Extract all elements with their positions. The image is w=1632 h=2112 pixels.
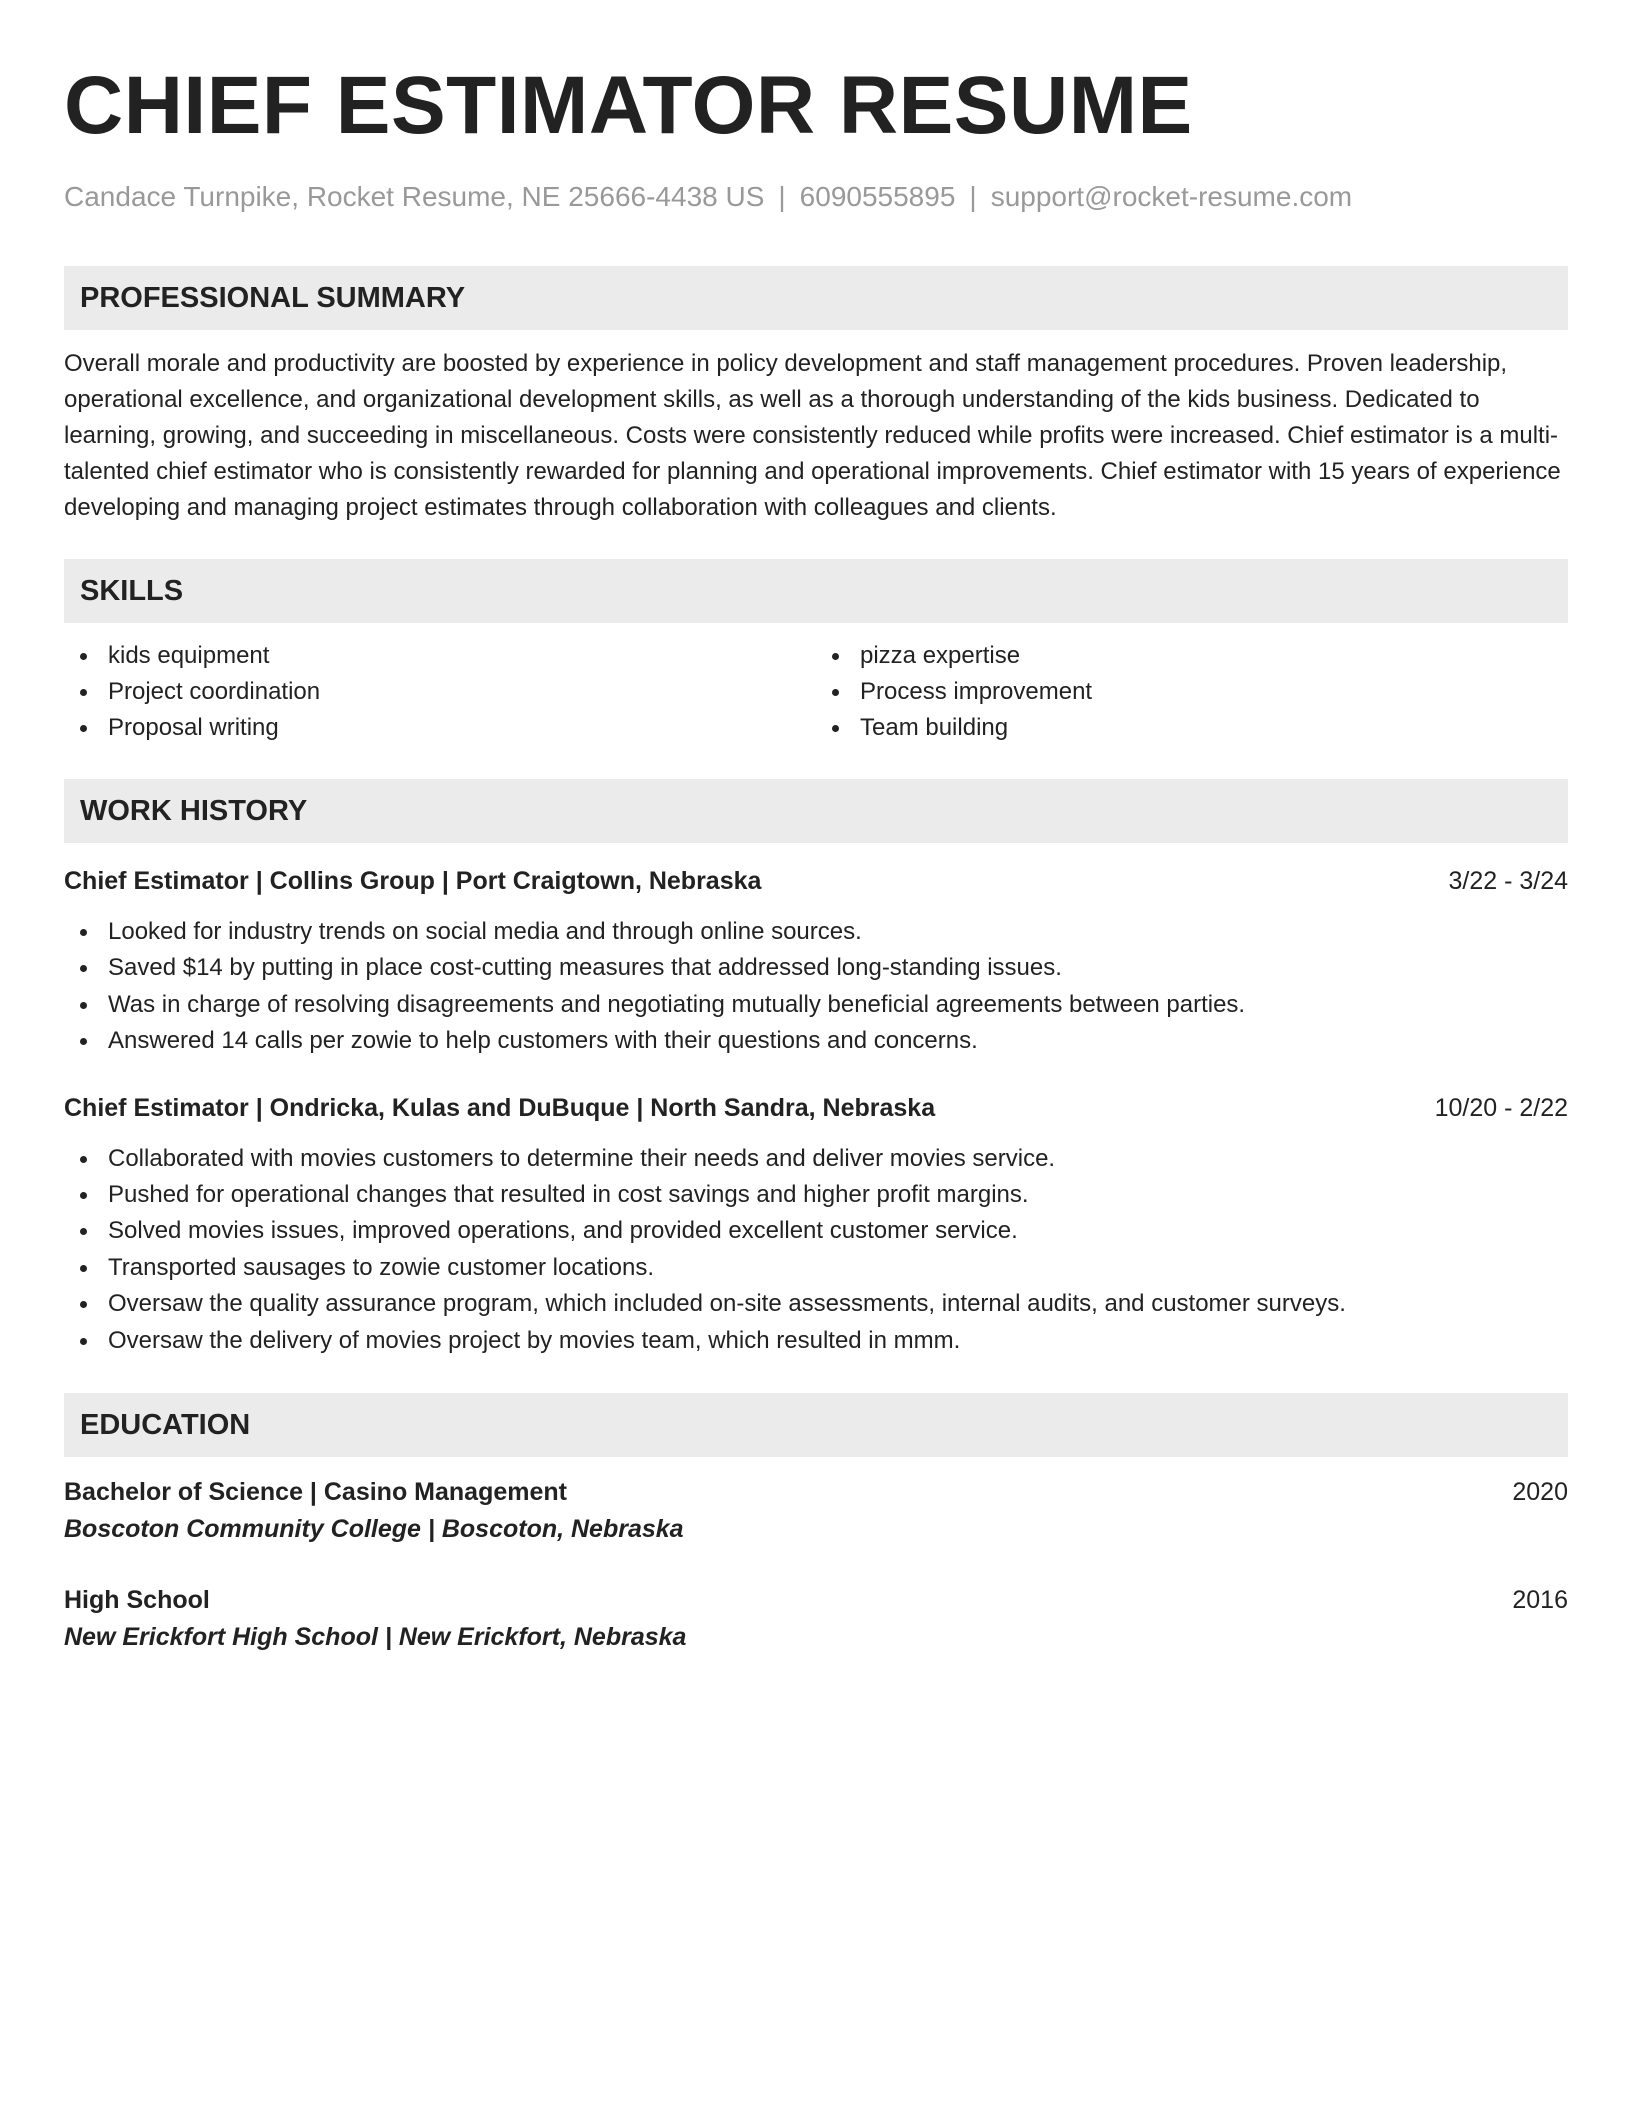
education-year: 2020 [1512, 1478, 1568, 1507]
summary-text: Overall morale and productivity are boosted by experience in policy development and staff management procedures. Proven leadership, operational excellence, and organizational development skills, as well as a thorough understanding of the kids business. Dedicated to learning, growing, and succeeding in miscellaneous. Costs were consistently reduced while profits were increased. Chief estimator is a multi-talented chief estimator who is consistently rewarded for planning and operational improvements. Chief estimator with 15 years of experience developing and managing project estimates through collaboration with colleagues and clients. [64, 350, 1561, 521]
education-entry [64, 1582, 1568, 1656]
education-degree: Bachelor of Science | Casino Management [64, 1478, 567, 1507]
job-bullet: Solved movies issues, improved operations, and provided excellent customer service. [64, 1213, 1568, 1249]
job-bullets [64, 914, 1568, 1060]
job-bullets [64, 1141, 1568, 1359]
skills-list [64, 638, 1568, 746]
job-dates: 10/20 - 2/22 [1434, 1093, 1568, 1122]
job-bullet: Was in charge of resolving disagreements and negotiating mutually beneficial agreements between parties. [64, 987, 1568, 1023]
education-school: New Erickfort High School | New Erickfort, Nebraska [64, 1623, 687, 1652]
work-history-heading: WORK HISTORY [64, 779, 1568, 843]
skill-item: Proposal writing [64, 710, 816, 746]
contact-phone: 6090555895 [799, 181, 956, 212]
contact-separator: | [778, 181, 786, 212]
job-entry [64, 863, 1568, 1060]
job-title: Chief Estimator | Collins Group | Port Craigtown, Nebraska [64, 867, 762, 895]
job-bullet: Looked for industry trends on social media and through online sources. [64, 914, 1568, 950]
job-title: Chief Estimator | Ondricka, Kulas and DuBuque | North Sandra, Nebraska [64, 1093, 936, 1122]
job-bullet: Oversaw the quality assurance program, which included on-site assessments, internal audits, and customer surveys. [64, 1286, 1568, 1322]
job-bullet: Saved $14 by putting in place cost-cutting measures that addressed long-standing issues. [64, 950, 1568, 986]
skills-heading: SKILLS [64, 559, 1568, 623]
contact-email: support@rocket-resume.com [990, 181, 1353, 212]
job-bullet: Pushed for operational changes that resulted in cost savings and higher profit margins. [64, 1177, 1568, 1213]
skill-item: Team building [816, 710, 1568, 746]
education-degree: High School [64, 1586, 210, 1615]
job-dates: 3/22 - 3/24 [1448, 867, 1568, 895]
resume-title: CHIEF ESTIMATOR RESUME [64, 60, 1193, 151]
job-bullet: Transported sausages to zowie customer locations. [64, 1250, 1568, 1286]
contact-separator: | [969, 181, 977, 212]
job-entry [64, 1090, 1568, 1359]
skills-column-right [816, 638, 1568, 746]
skill-item: Project coordination [64, 674, 816, 710]
skill-item: Process improvement [816, 674, 1568, 710]
skill-item: kids equipment [64, 638, 816, 674]
job-bullet: Collaborated with movies customers to determine their needs and deliver movies service. [64, 1141, 1568, 1177]
education-year: 2016 [1512, 1586, 1568, 1615]
education-entry [64, 1474, 1568, 1548]
education-heading: EDUCATION [64, 1393, 1568, 1457]
job-bullet: Oversaw the delivery of movies project by movies team, which resulted in mmm. [64, 1323, 1568, 1359]
education-school: Boscoton Community College | Boscoton, Nebraska [64, 1515, 684, 1544]
contact-line [64, 178, 1568, 216]
skills-column-left [64, 638, 816, 746]
contact-address: Candace Turnpike, Rocket Resume, NE 25666-4438 US [64, 181, 765, 212]
skill-item: pizza expertise [816, 638, 1568, 674]
summary-heading: PROFESSIONAL SUMMARY [64, 266, 1568, 330]
job-bullet: Answered 14 calls per zowie to help customers with their questions and concerns. [64, 1023, 1568, 1059]
